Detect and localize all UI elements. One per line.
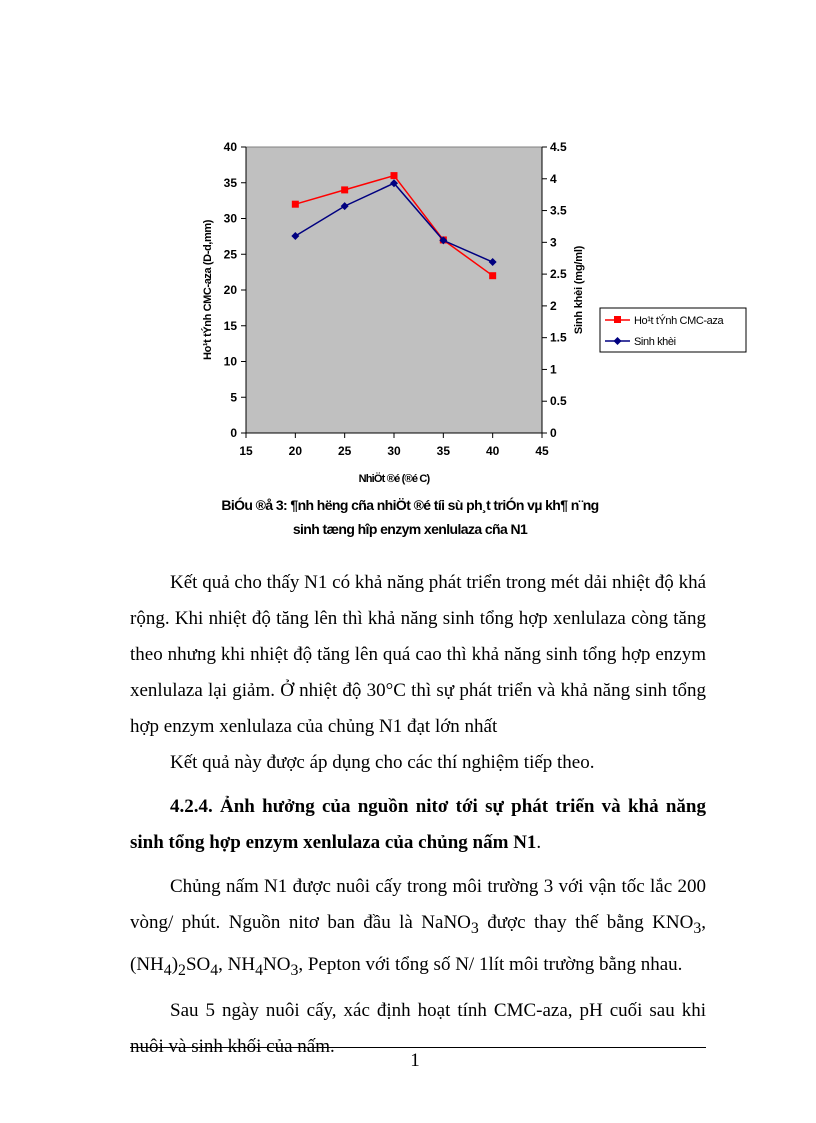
x-tick-label: 40 bbox=[485, 444, 500, 458]
x-tick-label: 35 bbox=[436, 444, 451, 458]
x-tick-label: 30 bbox=[387, 444, 401, 458]
right-tick-label: 0 bbox=[550, 426, 557, 440]
figure-caption-line1: BiÓu ®å 3: ¶nh hëng cña nhiÖt ®é tíi sù ph¸t triÓn vµ kh¶ n¨ng bbox=[221, 497, 599, 513]
right-tick-label: 0.5 bbox=[550, 394, 567, 409]
method-sub: 2 bbox=[178, 961, 186, 979]
cmc-activity-point bbox=[341, 186, 348, 193]
left-tick-label: 25 bbox=[223, 247, 237, 262]
method-text-a: Chủng nấm N1 được nuôi cấy trong môi trường 3 với vận tốc lắc 200 vòng/ phút. Nguồn nitơ ban đầu là NaNO bbox=[130, 876, 706, 933]
method-sub: 3 bbox=[693, 919, 702, 937]
section-heading-text: 4.2.4. Ảnh hưởng của nguồn nitơ tới sự phát triển và khả năng sinh tổng hợp enzym xenlulaza của chủng nấm N1 bbox=[130, 796, 706, 853]
legend-label-cmc: Ho¹t tÝnh CMC-aza bbox=[634, 315, 724, 327]
figure-caption-line2: sinh tæng hîp enzym xenlulaza cña N1 bbox=[292, 521, 528, 537]
paragraph-measure: Sau 5 ngày nuôi cấy, xác định hoạt tính CMC-aza, pH cuối sau khi nuôi và sinh khối của nấm. bbox=[130, 1000, 706, 1057]
x-tick-label: 25 bbox=[337, 444, 352, 458]
temperature-chart bbox=[190, 130, 760, 490]
right-tick-label: 2.5 bbox=[550, 267, 567, 282]
footer-divider bbox=[130, 1047, 706, 1048]
section-heading bbox=[130, 789, 706, 861]
legend bbox=[600, 308, 746, 352]
right-axis-label: Sinh khèi (mg/ml) bbox=[573, 245, 585, 335]
right-tick-label: 4.5 bbox=[550, 140, 567, 154]
method-sub: 4 bbox=[210, 961, 219, 979]
method-sub: 3 bbox=[290, 961, 299, 979]
cmc-activity-point bbox=[489, 272, 496, 279]
left-tick-label: 5 bbox=[230, 390, 237, 405]
method-sub: 4 bbox=[163, 961, 172, 979]
right-tick-label: 1 bbox=[550, 362, 557, 377]
method-text-d: ) bbox=[171, 953, 179, 975]
paragraph-result: Kết quả cho thấy N1 có khả năng phát triển trong mét dải nhiệt độ khá rộng. Khi nhiệt độ tăng lên thì khả năng sinh tổng hợp xenlulaza còng tăng theo nhưng khi nhiệt độ tăng lên quá cao thì khả năng sinh tổng hợp enzym xenlulaza lại giảm. Ở nhiệt độ 30°C thì sự phát triển và khả năng sinh tổng hợp enzym xenlulaza của chủng N1 đạt lớn nhất bbox=[130, 572, 706, 737]
section-heading-end: . bbox=[536, 832, 542, 853]
x-tick-label: 20 bbox=[288, 444, 303, 458]
left-tick-label: 0 bbox=[230, 426, 237, 440]
paragraph-method bbox=[130, 869, 706, 989]
left-tick-label: 10 bbox=[223, 354, 237, 369]
method-sub: 3 bbox=[470, 919, 479, 937]
right-tick-label: 2 bbox=[550, 298, 557, 313]
left-tick-label: 15 bbox=[223, 318, 237, 333]
left-tick-label: 40 bbox=[223, 140, 237, 154]
right-tick-label: 1.5 bbox=[550, 330, 567, 345]
method-sub: 4 bbox=[255, 961, 264, 979]
method-text-h: , Pepton với tổng số N/ 1lít môi trường bằng nhau. bbox=[298, 953, 683, 975]
paragraph-applied: Kết quả này được áp dụng cho các thí nghiệm tiếp theo. bbox=[170, 752, 595, 773]
page-number: 1 bbox=[410, 1050, 420, 1071]
left-axis-label: Ho¹t tÝnh CMC-aza (D-d,mm) bbox=[202, 220, 214, 360]
left-tick-label: 35 bbox=[223, 175, 237, 190]
method-text-e: SO bbox=[185, 953, 211, 975]
method-text-c: , (NH bbox=[130, 912, 706, 975]
x-axis-label: NhiÖt ®é (®é C) bbox=[358, 473, 430, 485]
method-text-g: NO bbox=[263, 953, 291, 975]
right-tick-label: 3.5 bbox=[550, 203, 567, 218]
plot-area bbox=[246, 147, 542, 433]
x-tick-label: 15 bbox=[239, 444, 253, 458]
method-text-b: được thay thế bằng KNO bbox=[478, 912, 694, 933]
right-tick-label: 4 bbox=[550, 171, 557, 186]
legend-label-biomass: Sinh khèi bbox=[634, 336, 676, 348]
right-tick-label: 3 bbox=[550, 235, 557, 250]
cmc-activity-point bbox=[292, 201, 299, 208]
left-tick-label: 20 bbox=[223, 283, 237, 297]
legend-marker-cmc bbox=[614, 316, 621, 323]
x-tick-label: 45 bbox=[535, 444, 549, 458]
left-tick-label: 30 bbox=[223, 211, 237, 226]
cmc-activity-point bbox=[391, 172, 398, 179]
method-text-f: , NH bbox=[218, 953, 256, 975]
